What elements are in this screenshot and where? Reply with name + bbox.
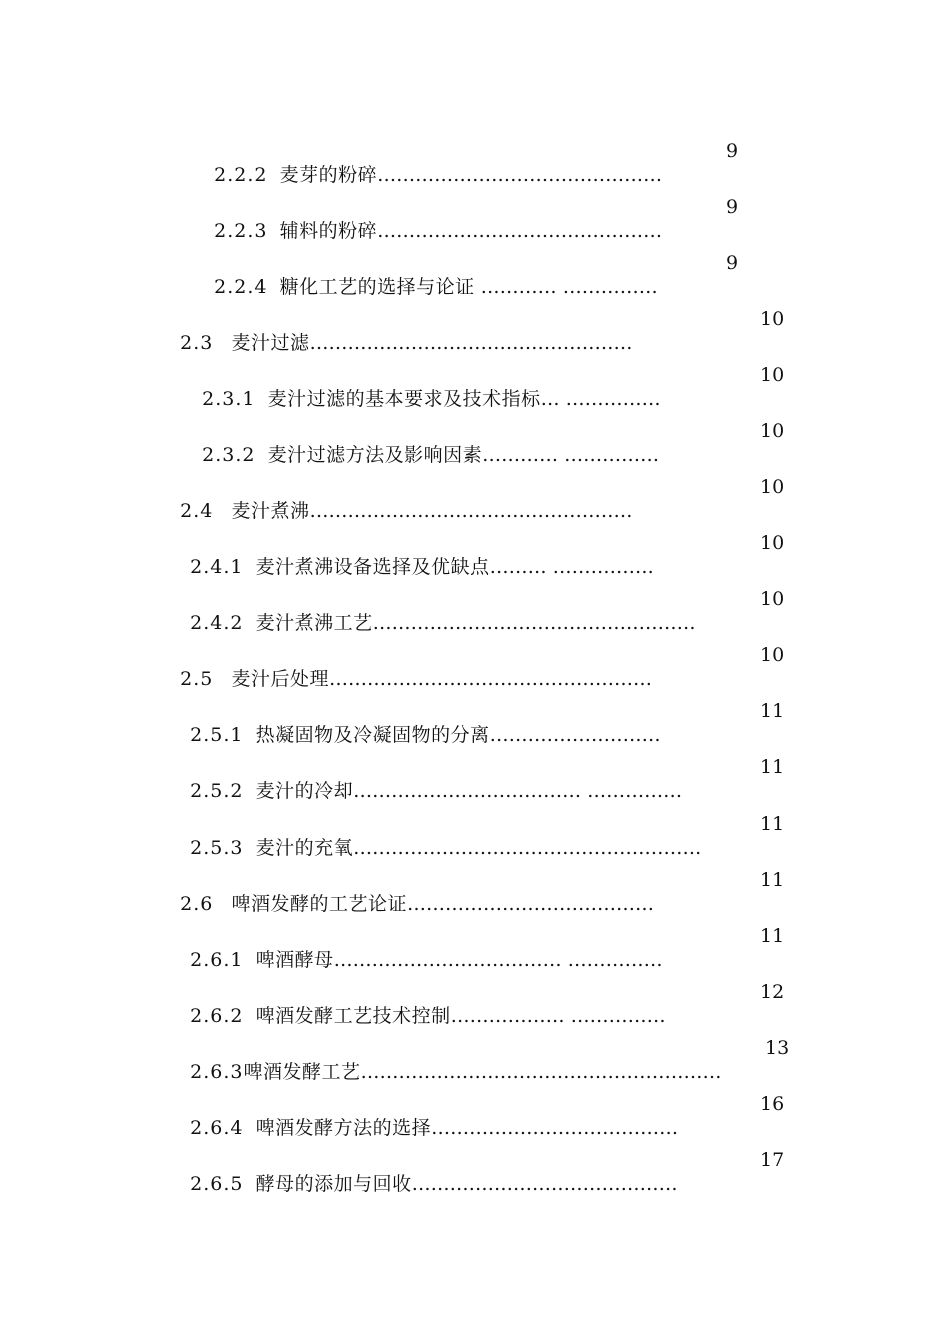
toc-entry-leader: …………………………………………… xyxy=(329,668,653,690)
toc-entry-title: 麦汁煮沸工艺 xyxy=(255,612,373,634)
toc-entry-title: 麦汁过滤的基本要求及技术指标 xyxy=(267,388,541,410)
toc-entry-page: 13 xyxy=(765,1037,790,1059)
toc-entry-page: 16 xyxy=(760,1093,785,1115)
toc-entry-page: 17 xyxy=(760,1149,785,1171)
toc-entry-number: 2.6.4 xyxy=(190,1117,244,1139)
toc-entry-title: 麦汁的冷却 xyxy=(255,780,354,802)
toc-entry-page: 11 xyxy=(760,756,785,778)
toc-entry-number: 2.4 xyxy=(180,500,214,522)
toc-entry-number: 2.6.2 xyxy=(190,1005,244,1027)
toc-entry-page: 10 xyxy=(760,308,785,330)
toc-entry-page: 10 xyxy=(760,364,785,386)
toc-entry-leader: ……………… …………… xyxy=(450,1005,666,1027)
toc-entry xyxy=(166,1148,678,1220)
toc-entry-leader: ………………………………… xyxy=(431,1117,679,1139)
toc-entry-title: 麦汁后处理 xyxy=(231,668,330,690)
toc-entry-page: 9 xyxy=(726,252,739,274)
toc-entry-leader: ……………………………… …………… xyxy=(333,949,663,971)
toc-entry-leader: …………………………………………… xyxy=(309,500,633,522)
toc-entry-title: 麦汁过滤 xyxy=(231,332,310,354)
toc-entry-number: 2.6.1 xyxy=(190,949,244,971)
toc-entry-number: 2.5.1 xyxy=(190,724,244,746)
toc-entry-title: 啤酒发酵方法的选择 xyxy=(255,1117,432,1139)
toc-entry-title: 酵母的添加与回收 xyxy=(255,1173,412,1195)
toc-entry-leader: ……… ……………. xyxy=(489,556,654,578)
toc-entry-title: 热凝固物及冷凝固物的分离 xyxy=(255,724,490,746)
toc-entry-leader: ……………………………………… xyxy=(377,220,663,242)
toc-entry-title: 麦汁煮沸设备选择及优缺点 xyxy=(255,556,490,578)
toc-entry-number: 2.5.2 xyxy=(190,780,244,802)
toc-entry-number: 2.6.3 xyxy=(190,1061,244,1083)
toc-entry-number: 2.6 xyxy=(180,893,214,915)
toc-entry-leader: ………………………………………………. xyxy=(353,837,702,859)
toc-entry-title: 啤酒发酵工艺技术控制 xyxy=(255,1005,451,1027)
toc-entry-page: 10 xyxy=(760,420,785,442)
toc-entry-leader: ………… …………… xyxy=(482,444,660,466)
toc-entry-number: 2.4.2 xyxy=(190,612,244,634)
toc-entry-page: 11 xyxy=(760,813,785,835)
toc-entry-number: 2.5 xyxy=(180,668,214,690)
toc-entry-page: 9 xyxy=(726,196,739,218)
toc-entry-number: 2.3.1 xyxy=(202,388,256,410)
toc-entry-leader: …………………………………… xyxy=(411,1173,678,1195)
toc-entry-title: 啤酒酵母 xyxy=(255,949,334,971)
toc-entry-leader: ………… …………… xyxy=(474,276,658,298)
toc-entry-number: 2.2.3 xyxy=(214,220,268,242)
toc-entry-title: 麦芽的粉碎 xyxy=(279,164,378,186)
toc-entry-leader: …………………………………………… xyxy=(372,612,696,634)
toc-entry-number: 2.4.1 xyxy=(190,556,244,578)
toc-entry-page: 11 xyxy=(760,925,785,947)
toc-entry-leader: … …………… xyxy=(540,388,661,410)
toc-entry-leader: ……………………………… …………… xyxy=(353,780,683,802)
toc-entry-title: 啤酒发酵的工艺论证 xyxy=(231,893,408,915)
toc-entry-title: 啤酒发酵工艺 xyxy=(243,1061,361,1083)
toc-entry-number: 2.3 xyxy=(180,332,214,354)
toc-entry-page: 10 xyxy=(760,588,785,610)
toc-entry-number: 2.2.4 xyxy=(214,276,268,298)
toc-entry-leader: ………………………………… xyxy=(407,893,655,915)
toc-entry-leader: ……………………… xyxy=(489,724,661,746)
toc-entry-title: 麦汁过滤方法及影响因素 xyxy=(267,444,483,466)
toc-entry-title: 麦汁的充氧 xyxy=(255,837,354,859)
toc-entry-page: 10 xyxy=(760,476,785,498)
toc-entry-page: 10 xyxy=(760,644,785,666)
toc-entry-number: 2.6.5 xyxy=(190,1173,244,1195)
toc-entry-leader: ……………………………………… xyxy=(377,164,663,186)
toc-entry-leader: …………………………………………… xyxy=(309,332,633,354)
toc-entry-number: 2.3.2 xyxy=(202,444,256,466)
toc-entry-page: 12 xyxy=(760,981,785,1003)
toc-entry-leader: ………………………………………………… xyxy=(360,1061,722,1083)
toc-entry-page: 11 xyxy=(760,700,785,722)
toc-entry-title: 辅料的粉碎 xyxy=(279,220,378,242)
toc-entry-number: 2.2.2 xyxy=(214,164,268,186)
toc-entry-page: 10 xyxy=(760,532,785,554)
toc-entry-title: 糖化工艺的选择与论证 xyxy=(279,276,475,298)
toc-entry-page: 11 xyxy=(760,869,785,891)
toc-entry-number: 2.5.3 xyxy=(190,837,244,859)
toc-entry-title: 麦汁煮沸 xyxy=(231,500,310,522)
toc-entry-page: 9 xyxy=(726,140,739,162)
